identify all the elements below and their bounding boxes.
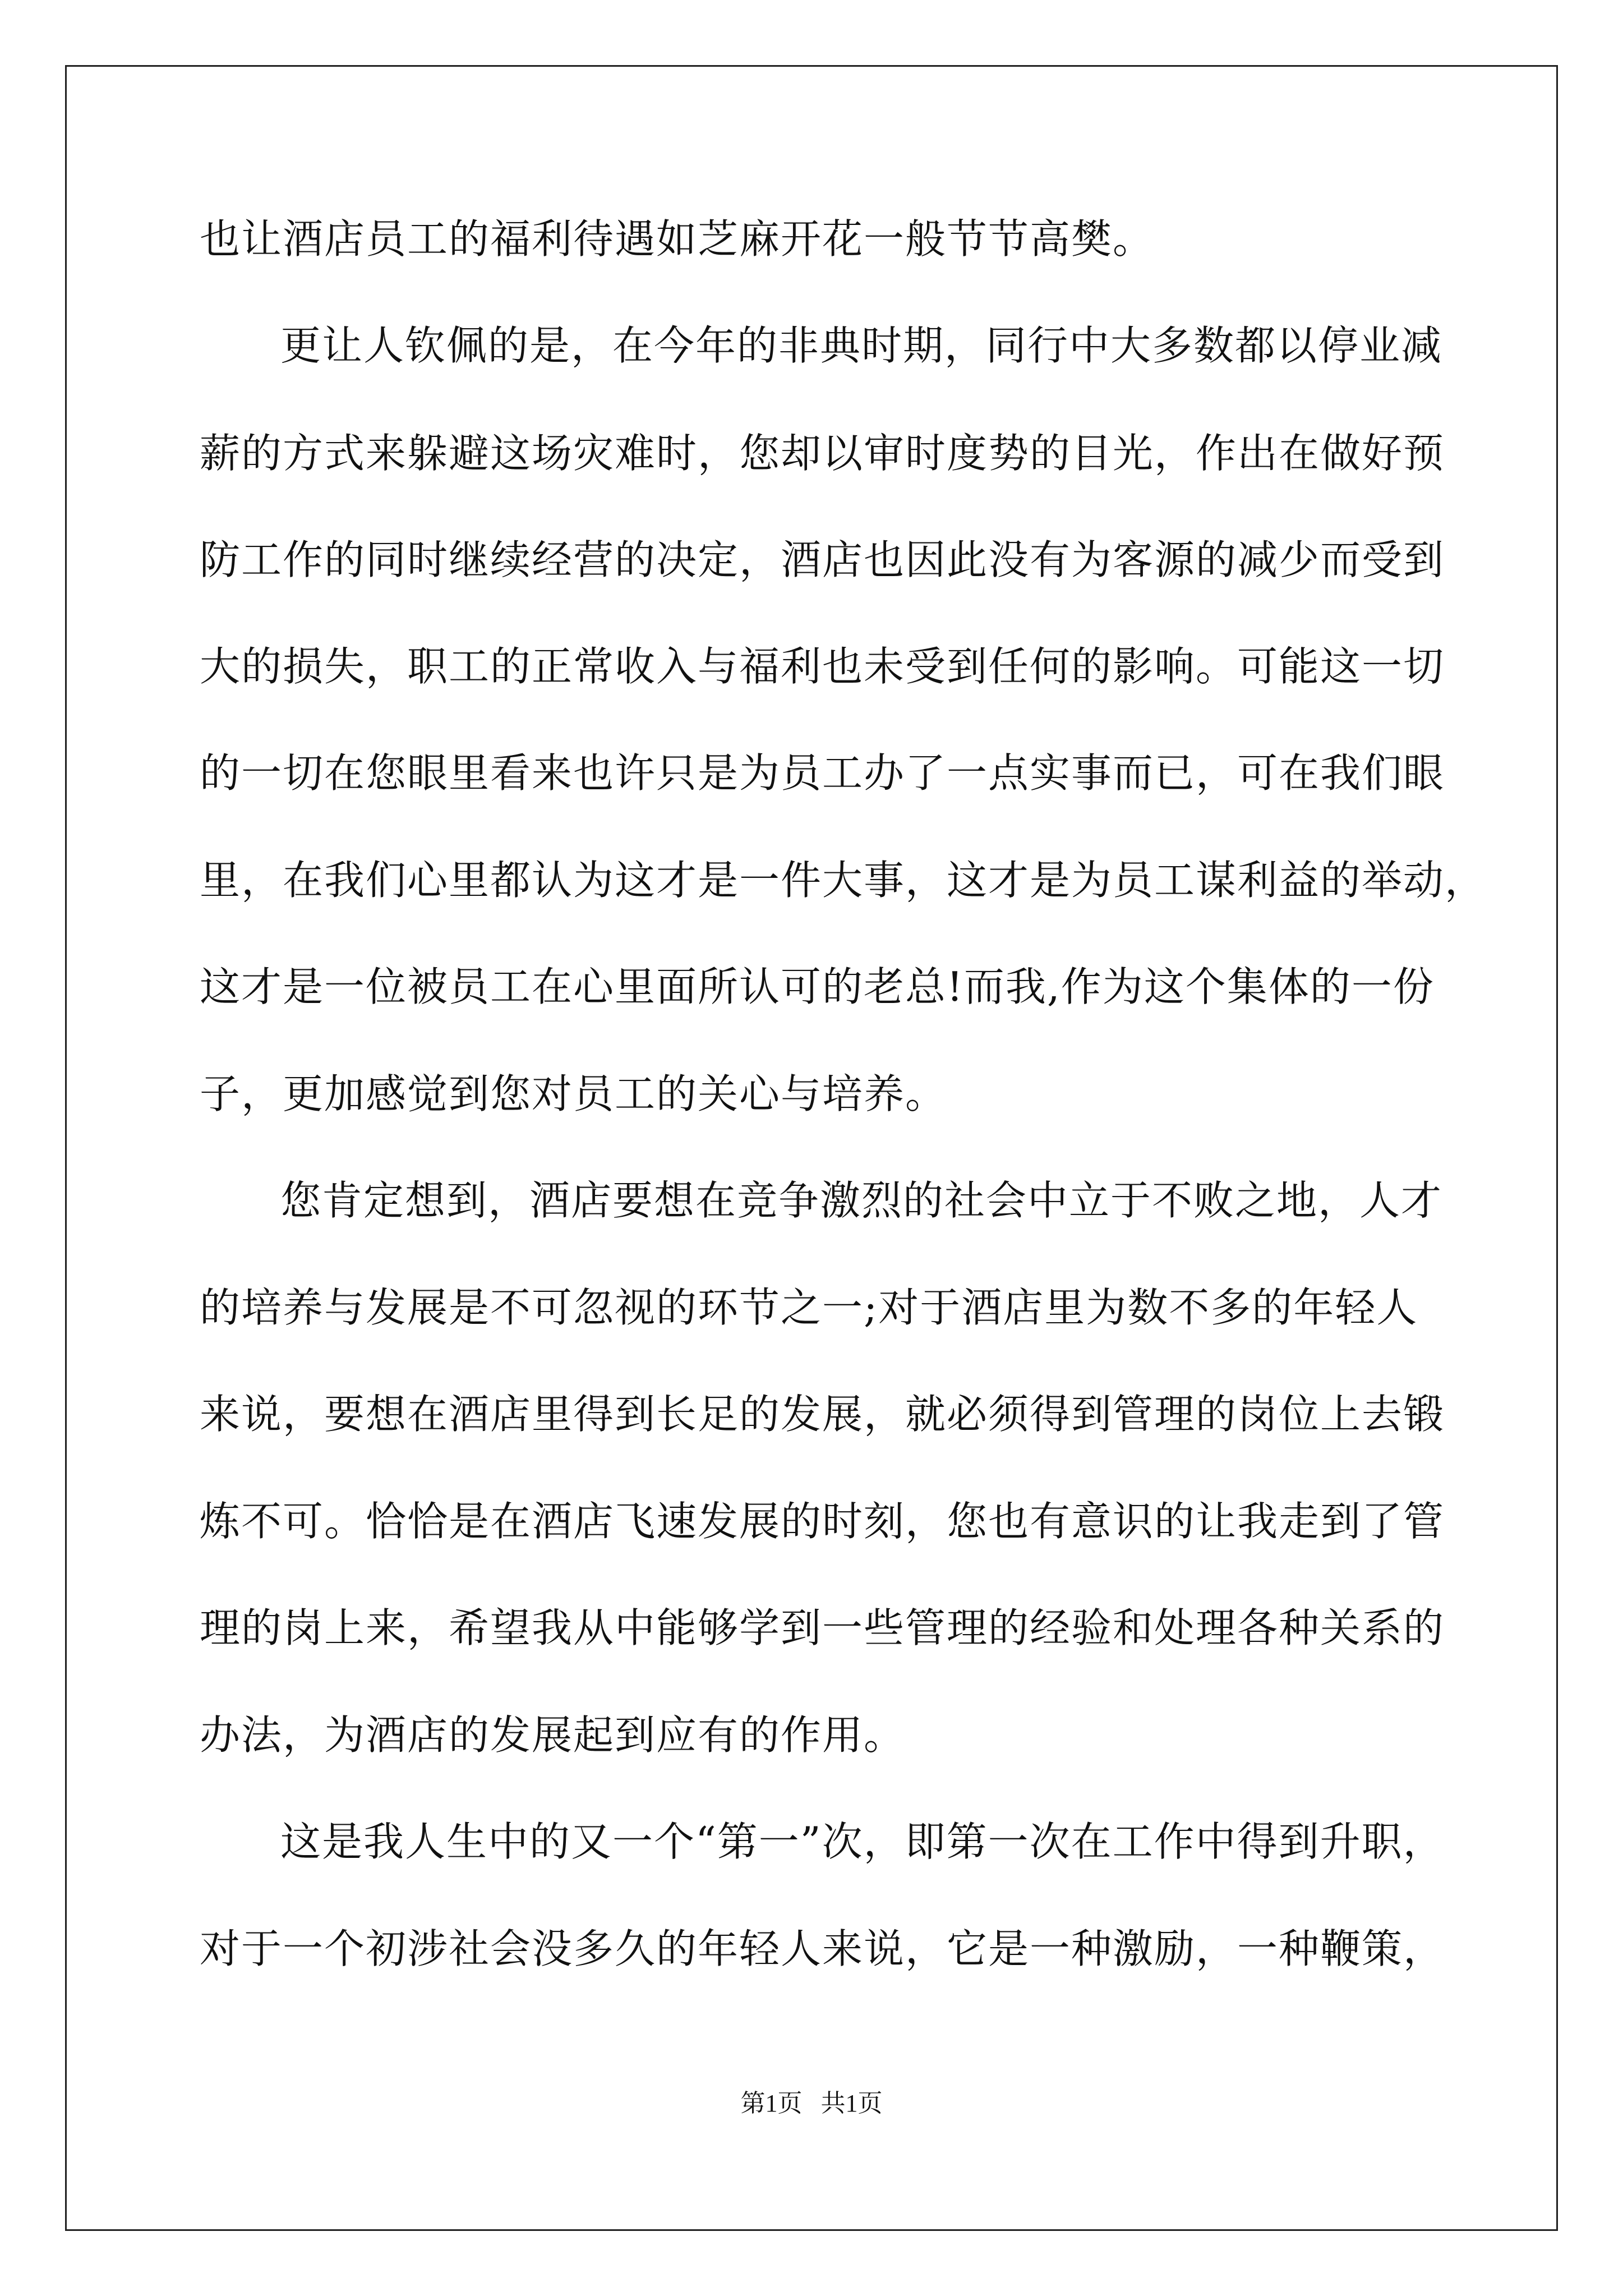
text-line: 的培养与发展是不可忽视的环节之一;对于酒店里为数不多的年轻人 <box>200 1284 1418 1331</box>
page-border <box>65 65 1558 2231</box>
text-line: 子，更加感觉到您对员工的关心与培养。 <box>200 1070 947 1117</box>
text-line: 大的损失，职工的正常收入与福利也未受到任何的影响。可能这一切 <box>200 643 1445 690</box>
paragraph-start-line: 您肯定想到，酒店要想在竞争激烈的社会中立于不败之地，人才 <box>280 1177 1443 1224</box>
text-line: 来说，要想在酒店里得到长足的发展，就必须得到管理的岗位上去锻 <box>200 1391 1445 1438</box>
text-line: 这才是一位被员工在心里面所认可的老总!而我,作为这个集体的一份 <box>200 963 1435 1010</box>
text-line: 防工作的同时继续经营的决定，酒店也因此没有为客源的减少而受到 <box>200 536 1445 583</box>
text-line: 理的岗上来，希望我从中能够学到一些管理的经验和处理各种关系的 <box>200 1604 1445 1651</box>
paragraph-start-line: 这是我人生中的又一个“第一”次，即第一次在工作中得到升职， <box>280 1818 1445 1865</box>
page-number-footer: 第1页 共1页 <box>740 2090 883 2117</box>
text-line: 也让酒店员工的福利待遇如芝麻开花一般节节高樊。 <box>200 215 1155 263</box>
text-line: 炼不可。恰恰是在酒店飞速发展的时刻，您也有意识的让我走到了管 <box>200 1498 1445 1545</box>
paragraph-start-line: 更让人钦佩的是，在今年的非典时期，同行中大多数都以停业减 <box>280 322 1443 369</box>
text-line: 办法，为酒店的发展起到应有的作用。 <box>200 1711 906 1759</box>
text-line: 的一切在您眼里看来也许只是为员工办了一点实事而已，可在我们眼 <box>200 749 1445 797</box>
text-line: 薪的方式来躲避这场灾难时，您却以审时度势的目光，作出在做好预 <box>200 430 1445 477</box>
text-line: 里，在我们心里都认为这才是一件大事，这才是为员工谋利益的举动， <box>200 857 1487 904</box>
text-line: 对于一个初涉社会没多久的年轻人来说，它是一种激励，一种鞭策， <box>200 1925 1445 1972</box>
